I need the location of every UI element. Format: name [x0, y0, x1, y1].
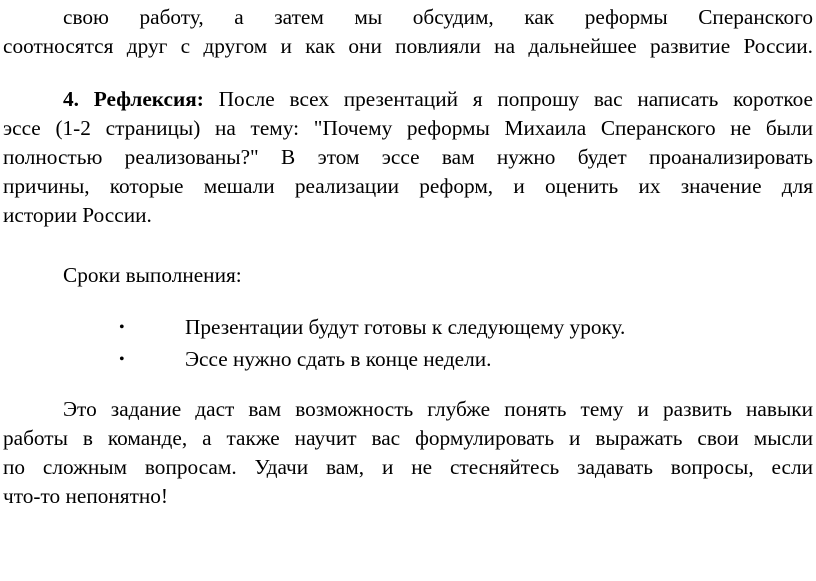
- reflection-heading: 4. Рефлексия:: [63, 87, 204, 111]
- reflection-line-2: эссе (1-2 страницы) на тему: "Почему реформы Михаила Сперанского не были: [3, 116, 813, 140]
- document-page: [3, 0, 813, 511]
- closing-line-2: работы в команде, а также научит вас формулировать и выражать свои мысли: [3, 426, 813, 450]
- bullet-icon: •: [119, 319, 125, 336]
- deadline-item-1: [3, 313, 813, 345]
- closing-line-4: что-то непонятно!: [3, 484, 169, 508]
- reflection-line-5: истории России.: [3, 203, 152, 227]
- reflection-line-4: причины, которые мешали реализации реформ, и оценить их значение для: [3, 174, 813, 198]
- deadline-item-2-text: Эссе нужно сдать в конце недели.: [185, 347, 492, 371]
- deadline-item-2: [3, 345, 813, 377]
- deadline-item-1-text: Презентации будут готовы к следующему уроку.: [185, 315, 626, 339]
- closing-line-3: по сложным вопросам. Удачи вам, и не стесняйтесь задавать вопросы, если: [3, 455, 813, 479]
- closing-line-1: Это задание даст вам возможность глубже понять тему и развить навыки: [63, 397, 813, 421]
- deadlines-heading: Сроки выполнения:: [63, 263, 242, 287]
- reflection-line-3: полностью реализованы?" В этом эссе вам нужно будет проанализировать: [3, 145, 813, 169]
- reflection-line-1-text: После всех презентаций я попрошу вас написать короткое: [203, 87, 813, 111]
- reflection-line-1: [3, 85, 813, 114]
- bullet-icon: •: [119, 351, 125, 368]
- paragraph-1-line-2: соотносятся друг с другом и как они повлияли на дальнейшее развитие России.: [3, 34, 813, 58]
- paragraph-1-line-1: свою работу, а затем мы обсудим, как реформы Сперанского: [63, 5, 813, 29]
